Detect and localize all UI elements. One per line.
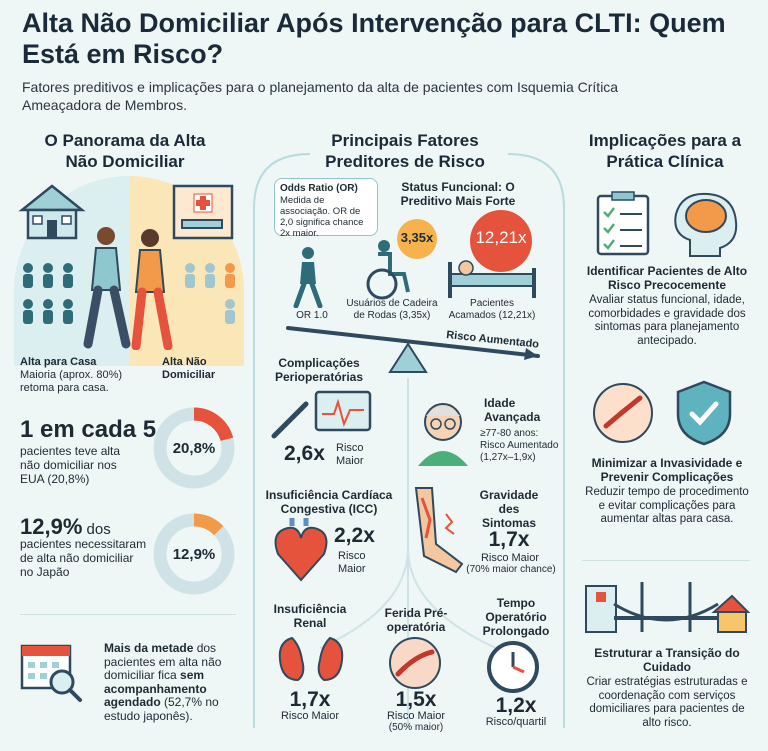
page-title: Alta Não Domiciliar Após Intervenção para CLTI: Quem Está em Risco? <box>22 8 726 69</box>
severity-risk: Risco Maior <box>480 552 540 564</box>
followup-text-2: (52,7% no estudo japonês). <box>104 695 219 723</box>
clock-icon <box>486 640 540 694</box>
wound-icon <box>388 636 442 690</box>
left-divider <box>20 614 236 615</box>
age-title: Idade Avançada <box>484 396 541 424</box>
incision-icon <box>592 382 654 444</box>
nonhome-people-icon <box>182 262 238 342</box>
op-time-risk: Risco/quartil <box>485 716 547 728</box>
severity-note: (70% maior chance) <box>466 564 556 575</box>
stat2-headline: 12,9% <box>20 514 83 539</box>
brain-head-icon <box>668 190 748 258</box>
stat2-text <box>20 514 150 579</box>
implication3-title: Estruturar a Transição do Cuidado <box>594 646 740 674</box>
stat2-rest: dos <box>82 521 111 538</box>
wound-title: Ferida Pré-operatória <box>384 606 448 634</box>
wound-risk: Risco Maior <box>386 710 446 722</box>
severity-title: Gravidade des Sintomas <box>479 488 539 530</box>
nonhome-label: Alta Não Domiciliar <box>162 356 216 381</box>
periop-title: Complicações Perioperatórias <box>274 356 364 384</box>
bedridden-label: Pacientes Acamados (12,21x) <box>448 298 536 321</box>
chf-risk: Risco Maior <box>338 550 366 575</box>
chf-value: 2,2x <box>334 524 375 547</box>
left-heading: O Panorama da Alta Não Domiciliar <box>44 131 206 171</box>
calendar-search-icon <box>20 640 84 704</box>
periop-value: 2,6x <box>284 442 325 465</box>
middle-heading: Principais Fatores Preditores de Risco <box>325 131 485 171</box>
walking-person-icon <box>288 246 328 308</box>
home-people-icon <box>20 262 76 342</box>
followup-bold-1: Mais da metade <box>104 641 194 655</box>
op-time-title: Tempo Operatório Prolongado <box>482 596 550 638</box>
kidneys-icon <box>276 634 346 686</box>
implication2-title: Minimizar a Invasividade e Prevenir Complicações <box>591 456 743 484</box>
home-label: Alta para Casa <box>20 356 97 368</box>
leg-pain-icon <box>406 484 470 576</box>
stat2-ring-label: 12,9% <box>172 546 216 563</box>
renal-risk: Risco Maior <box>280 710 340 722</box>
stat1-headline: 1 em cada 5 <box>20 416 157 443</box>
elderly-person-icon <box>410 396 476 466</box>
odds-ratio-description: Medida de associação. OR de 2,0 significa chance 2x maior. <box>280 195 364 239</box>
or-baseline-label: OR 1.0 <box>296 310 328 321</box>
functional-status-title: Status Funcional: O Preditivo Mais Forte <box>400 180 516 208</box>
chf-title: Insuficiência Cardíaca Congestiva (ICC) <box>265 488 393 516</box>
wheelchair-label: Usuários de Cadeira de Rodas (3,35x) <box>346 298 438 321</box>
odds-ratio-title: Odds Ratio (OR) <box>280 183 358 194</box>
periop-risk: Risco Maior <box>336 442 364 467</box>
right-heading: Implicações para a Prática Clínica <box>588 131 742 171</box>
heart-icon <box>272 518 330 584</box>
walking-patients-icon <box>70 226 180 350</box>
right-divider <box>582 560 750 561</box>
wound-note: (50% maior) <box>388 722 444 733</box>
renal-value: 1,7x <box>289 688 331 711</box>
implication1-title: Identificar Pacientes de Alto Risco Precocemente <box>586 264 748 292</box>
wound-value: 1,5x <box>395 688 437 711</box>
odds-ratio-callout <box>274 178 378 239</box>
renal-title: Insuficiência Renal <box>273 602 347 630</box>
risk-increase-label: Risco Aumentado <box>445 329 540 351</box>
op-time-value: 1,2x <box>495 694 537 717</box>
followup-text <box>104 642 244 723</box>
home-description: Maioria (aprox. 80%) retoma para casa. <box>20 369 123 394</box>
shield-check-icon <box>676 380 732 446</box>
severity-value: 1,7x <box>488 528 530 551</box>
stat1-ring-label: 20,8% <box>172 440 216 457</box>
implication1-description: Avaliar status funcional, idade, comorbidades e gravidade dos sintomas para planejamento antecipado. <box>588 294 746 347</box>
wheelchair-value: 3,35x <box>400 230 434 245</box>
followup-text-1: dos pacientes em alta não domiciliar fica <box>104 641 222 682</box>
followup-bold-2: sem acompanhamento agendado <box>104 668 207 709</box>
age-description: ≥77-80 anos: Risco Aumentado (1,27x–1,9x) <box>480 428 559 463</box>
transition-bridge-icon <box>584 574 750 636</box>
scalpel-monitor-icon <box>270 388 374 442</box>
page-subtitle: Fatores preditivos e implicações para o planejamento da alta de pacientes com Isquemia Crítica Ameaçadora de Membros. <box>22 79 619 113</box>
implication2-description: Reduzir tempo de procedimento e evitar complicações para aumentar altas para casa. <box>585 486 749 525</box>
bedridden-value: 12,21x <box>475 228 527 247</box>
clipboard-checklist-icon <box>594 190 654 256</box>
stat1-description: pacientes teve alta não domiciliar nos EUA (20,8%) <box>20 444 121 486</box>
implication3-description: Criar estratégias estruturadas e coordenação com serviços domiciliares para pacientes de alto risco. <box>586 676 748 729</box>
stat2-description: pacientes necessitaram de alta não domiciliar no Japão <box>20 537 147 579</box>
